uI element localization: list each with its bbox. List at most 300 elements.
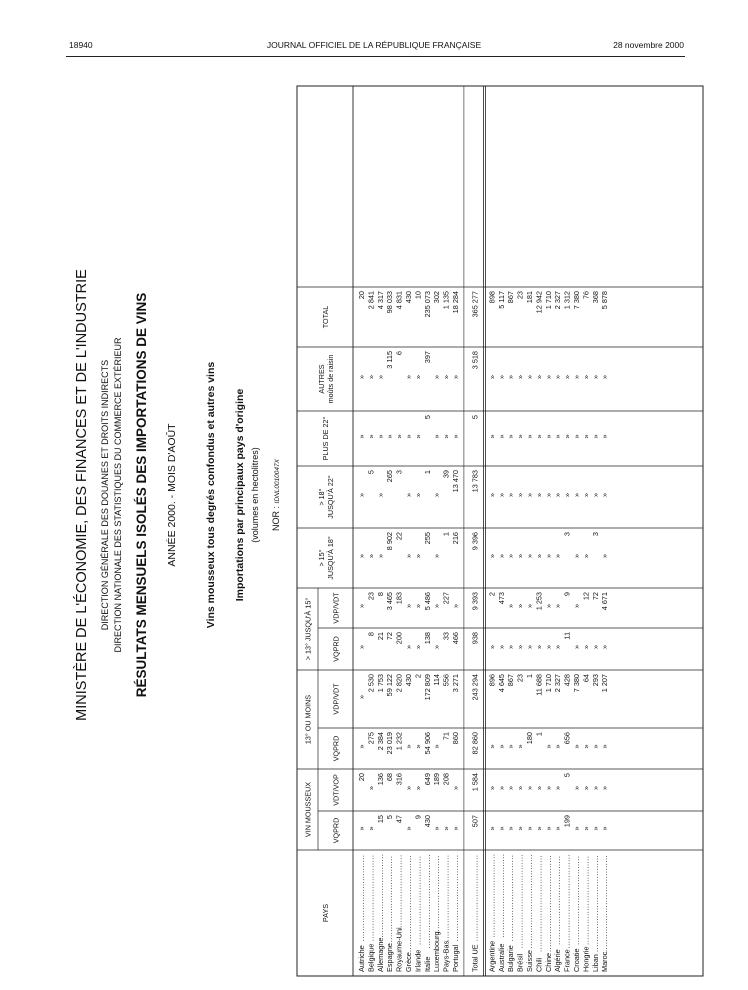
table-cell: 9 393 [470,592,480,611]
direction-national: DIRECTION NATIONALE DES STATISTIQUES DU COMMERCE EXTÉRIEUR [113,337,123,653]
table-cell: » [600,553,610,559]
table-cell: 2 [413,674,423,679]
table-cell: » [496,434,506,439]
table-cell: 6 [394,351,404,356]
country-name: Chili [534,957,544,972]
table-cell: » [553,644,563,650]
table-cell: 5 486 [422,592,432,611]
table-cell: » [534,644,544,650]
ministry-heading: MINISTÈRE DE L'ÉCONOMIE, DES FINANCES ET DE L'INDUSTRIE [74,269,90,721]
table-cell: » [451,826,460,831]
dot-leader: .............................. [432,855,442,934]
column-group-header: > 13° JUSQU'À 15° [303,597,313,661]
table-cell: 82 860 [470,732,480,755]
column-group-header: VIN MOUSSEUX [303,781,313,838]
table-cell: » [357,374,366,380]
country-name: Allemagne [375,937,385,972]
column-header-line2: JUSQU'À 18° [326,536,335,580]
table-cell: » [432,434,442,439]
table-cell: » [404,553,413,559]
table-cell: » [496,785,506,791]
dot-leader: ..................................... [404,854,413,952]
table-cell: » [553,434,563,439]
table-cell: 507 [470,815,480,828]
table-cell: 867 [506,674,516,687]
table-cell: » [572,603,581,609]
table-cell: 7 380 [572,674,581,693]
table-cell: 5 878 [600,291,610,310]
table-cell: 5 117 [496,291,506,309]
table-cell: » [543,374,553,380]
table-cell: » [515,744,525,749]
table-cell: » [432,374,442,380]
table-cell: 2 327 [553,674,563,693]
table-cell: » [525,374,534,380]
table-cell: » [534,785,544,791]
dot-leader: ................................. [357,854,366,942]
table-cell: » [543,434,553,439]
table-cell: » [496,744,506,749]
table-cell: 114 [432,674,442,686]
column-header: TOTAL [321,305,330,329]
table-cell: » [543,744,553,749]
table-cell: 473 [496,592,506,605]
table-cell: » [572,644,581,650]
table-cell: 208 [441,773,451,786]
table-cell: » [581,492,591,498]
table-cell: » [562,434,572,439]
table-cell: » [506,785,516,791]
table-cell: » [357,744,366,749]
table-cell: » [487,374,497,380]
dot-leader: ..................................... [543,854,553,952]
table-cell: » [404,492,413,498]
table-cell: » [404,434,413,439]
country-name: Irlande [413,949,423,972]
table-cell: 316 [394,773,404,786]
table-cell: » [600,374,610,380]
table-cell: » [357,644,366,650]
table-cell: » [590,644,600,650]
table-cell: » [543,826,553,831]
table-cell: » [432,826,442,831]
table-frame [297,86,703,976]
table-cell: » [366,826,376,831]
table-cell: 3 [394,470,404,475]
table-cell: 3 518 [470,351,480,370]
table-cell: » [600,434,610,439]
table-cell: 430 [404,674,413,687]
table-cell: » [506,644,516,650]
table-cell: » [525,785,534,791]
import-table [297,86,703,976]
table-cell: » [553,744,563,749]
table-cell: » [441,374,451,380]
table-cell: 466 [451,632,460,645]
table-cell: 172 809 [422,674,432,701]
table-cell: » [357,694,366,700]
country-name: Hongrie [581,946,591,972]
table-cell: 64 [581,674,591,683]
table-cell: » [581,553,591,559]
table-cell: » [581,744,591,749]
table-cell: » [357,553,366,559]
table-cell: 72 [590,592,600,601]
table-cell: 293 [590,674,600,687]
country-name: Algérie [553,949,563,972]
table-cell: 255 [422,532,432,545]
column-sub-header: VQPRD [331,735,341,762]
table-cell: » [553,553,563,559]
table-cell: » [562,492,572,498]
table-cell: » [404,785,413,791]
dot-leader: ................................. [506,854,516,942]
table-cell: 2 384 [375,732,385,751]
table-cell: » [534,374,544,380]
table-cell: 1 312 [562,291,572,310]
table-cell: » [357,434,366,439]
column-header-line1: AUTRES [317,364,326,394]
units-note: (volumes en hectolitres) [250,447,260,543]
table-cell: 1 253 [534,592,544,611]
table-cell: » [525,434,534,439]
table-cell: 13 783 [470,470,480,493]
table-cell: » [357,603,366,609]
table-cell: 33 [441,632,451,641]
column-header-line2: JUSQU'À 22° [326,475,335,519]
table-cell: » [562,374,572,380]
table-cell: 12 942 [534,291,544,314]
nor-code: IDNL0010047X [274,459,281,504]
table-cell: » [534,826,544,831]
table-cell: 76 [581,291,591,300]
table-cell: 5 [366,470,376,475]
table-cell: » [357,492,366,498]
table-cell: » [525,492,534,498]
table-cell: 8 [366,632,376,637]
table-cell: » [404,826,413,831]
table-cell: 13 470 [451,470,460,493]
table-cell: 4 831 [394,291,404,310]
table-cell: 183 [394,592,404,605]
table-cell: » [357,826,366,831]
column-sub-header: VQPRD [331,817,341,844]
table-cell: » [375,553,385,559]
dot-leader: .................................. [413,855,423,945]
table-cell: 556 [441,674,451,687]
table-cell: 3 [562,532,572,537]
country-name: Maroc [600,951,610,972]
table-cell: 23 [515,291,525,300]
column-header-line1: > 15° [317,549,326,567]
table-cell: » [413,374,423,380]
dot-leader: ..................................... [600,854,610,952]
table-cell: » [515,434,525,439]
table-cell: » [553,492,563,498]
table-cell: » [590,374,600,380]
table-cell: 368 [590,291,600,304]
table-cell: 23 [366,592,376,601]
table-cell: » [572,374,581,380]
country-name: Royaume-Uni [394,927,404,972]
column-group-header: 13° OU MOINS [303,694,313,745]
table-cell: 3 271 [451,674,460,693]
column-sub-header: VDT/VOP [331,774,341,806]
table-cell: » [590,434,600,439]
table-cell: 1 710 [543,674,553,693]
table-cell: » [496,374,506,380]
table-cell: » [534,553,544,559]
table-cell: » [600,644,610,650]
table-cell: 867 [506,291,516,304]
table-cell: 20 [357,773,366,782]
country-name: Chine [543,952,553,972]
dot-leader: .................................. [581,855,591,945]
table-cell: 9 396 [470,532,480,551]
table-cell: » [534,492,544,498]
country-name: Bulgarie [506,945,516,972]
dot-leader: ................................. [441,854,451,942]
table-cell: » [451,785,460,791]
table-cell: » [366,553,376,559]
dot-leader: ..................................... [590,854,600,952]
table-cell: » [413,492,423,498]
table-cell: 199 [562,815,572,828]
table-cell: 656 [562,732,572,745]
table-cell: 243 294 [470,674,480,701]
table-cell: » [441,434,451,439]
dot-leader: .................................... [562,853,572,949]
section-title: Vins mousseux tous degrés confondus et autres vins [205,361,217,629]
table-cell: » [572,492,581,498]
table-cell: » [404,374,413,380]
table-cell: 8 902 [385,532,395,551]
table-cell: 71 [441,732,451,741]
table-cell: 21 [375,632,385,641]
table-cell: » [515,492,525,498]
table-cell: 10 [413,291,423,300]
table-cell: 3 115 [385,351,395,369]
table-cell: » [413,644,423,650]
dot-leader: ..................................... [534,854,544,952]
table-cell: » [496,644,506,650]
table-cell: » [600,826,610,831]
table-cell: 23 019 [385,732,395,755]
table-cell: » [581,434,591,439]
table-cell: 22 [394,532,404,541]
table-cell: » [487,553,497,559]
table-cell: 5 [422,415,432,420]
table-cell: 11 688 [534,674,544,696]
issue-date: 28 novembre 2000 [613,40,684,50]
table-cell: 2 530 [366,674,376,693]
table-cell: » [590,826,600,831]
table-cell: » [543,785,553,791]
table-cell: 12 [581,592,591,601]
table-cell: 1 [525,674,534,679]
table-cell: » [553,374,563,380]
table-cell: 11 [562,632,572,640]
column-sub-header: VDP/VDT [331,592,341,624]
dot-leader: .................................. [572,855,581,945]
table-cell: » [515,826,525,831]
column-sub-header: VDP/VDT [331,683,341,715]
table-cell: » [506,374,516,380]
direction-general: DIRECTION GÉNÉRALE DES DOUANES ET DROITS INDIRECTS [100,359,110,631]
table-cell: 265 [385,470,395,483]
table-cell: » [572,553,581,559]
table-cell: » [487,744,497,749]
table-cell: 7 380 [572,291,581,310]
table-subtitle: Importations par principaux pays d'origine [234,388,246,602]
period: ANNÉE 2000. - MOIS D'AOÛT [166,423,178,567]
table-cell: » [506,492,516,498]
table-cell: 180 [525,732,534,745]
dot-leader: .................................... [422,853,432,949]
column-header-pays: PAYS [321,903,330,923]
table-cell: » [404,603,413,609]
table-cell: » [525,826,534,831]
table-cell: 54 906 [422,732,432,755]
table-cell: 23 [515,674,525,683]
table-cell: 4 317 [375,291,385,310]
table-cell: » [590,744,600,749]
table-cell: 898 [487,291,497,304]
country-name: Espagne [385,943,395,972]
table-cell: » [496,553,506,559]
table-cell: 138 [422,632,432,645]
country-name: Brésil [515,953,525,972]
country-name: Australie [496,943,506,972]
table-cell: 1 207 [600,674,610,693]
table-cell: 39 [441,470,451,479]
table-cell: » [451,603,460,609]
table-cell: 649 [422,773,432,786]
table-cell: » [385,434,395,439]
table-cell: » [487,785,497,791]
table-cell: 896 [487,674,497,687]
table-cell: » [432,492,442,498]
table-cell: 47 [394,815,404,824]
table-cell: » [515,644,525,650]
table-cell: 275 [366,732,376,745]
table-cell: » [413,553,423,559]
table-cell: 9 [413,815,423,820]
country-name: Suisse [525,950,534,972]
table-cell: » [366,374,376,380]
table-cell: » [432,553,442,559]
table-cell: 98 033 [385,291,395,314]
table-cell: » [506,434,516,439]
table-cell: » [543,644,553,650]
table-cell: 9 [562,592,572,597]
table-cell: » [553,785,563,791]
table-cell: 938 [470,632,480,645]
table-cell: 1 135 [441,291,451,310]
table-cell: » [600,785,610,791]
table-cell: » [600,492,610,498]
country-name: Total UE [470,944,480,972]
column-sub-header: VQPRD [331,636,341,662]
table-cell: » [506,744,516,749]
table-cell: » [375,374,385,380]
table-cell: » [375,434,385,439]
table-cell: » [432,744,442,749]
table-cell: 15 [375,815,385,824]
country-name: Grèce [404,952,413,972]
table-cell: 59 122 [385,674,395,697]
dot-leader: ................................ [375,853,385,938]
country-name: Belgique [366,943,376,972]
table-cell: » [404,644,413,650]
table-cell: » [572,744,581,749]
page-number: 18940 [69,40,93,50]
table-cell: » [590,785,600,791]
dot-leader: ................................. [366,854,376,942]
country-name: Autriche [357,945,366,972]
table-cell: 4 645 [496,674,506,693]
table-cell: » [487,826,497,831]
table-cell: » [487,434,497,439]
table-cell: » [394,434,404,439]
table-cell: » [432,644,442,650]
journal-title: JOURNAL OFFICIEL DE LA RÉPUBLIQUE FRANÇAISE [266,40,482,50]
table-cell: 4 671 [600,592,610,611]
table-cell: 5 [385,815,395,820]
table-cell: » [600,744,610,749]
table-cell: » [441,826,451,831]
dot-leader: .................................. [385,855,395,945]
table-cell: » [534,434,544,439]
table-cell: » [572,785,581,791]
nor-label: NOR : [271,503,281,531]
table-cell: 136 [375,773,385,786]
nor-reference [271,458,281,531]
country-name: France [562,949,572,972]
table-cell: » [496,492,506,498]
table-cell: 72 [385,632,395,641]
table-cell: » [375,492,385,498]
table-cell: 18 284 [451,291,460,314]
country-name: Pays-Bas [441,940,451,972]
main-title: RÉSULTATS MENSUELS ISOLÉS DES IMPORTATIONS DE VINS [134,292,149,698]
table-cell: 1 [534,732,544,737]
country-name: Italie [422,956,432,972]
table-cell: 1 584 [470,773,480,792]
table-cell: » [413,785,423,791]
table-cell: » [525,644,534,650]
dot-leader: ................................. [470,854,480,942]
table-cell: » [451,434,460,439]
table-cell: 430 [404,291,413,304]
dot-leader: .................................... [515,853,525,949]
table-cell: 2 820 [394,674,404,693]
table-cell: » [515,374,525,380]
table-cell: 20 [357,291,366,300]
table-cell: » [590,492,600,498]
table-cell: » [525,603,534,609]
heading-block [73,269,281,721]
table-cell: 860 [451,732,460,745]
table-cell: » [543,603,553,609]
table-cell: » [506,553,516,559]
table-cell: 189 [432,773,442,786]
table-cell: » [572,826,581,831]
table-cell: 8 [375,592,385,597]
table-cell: » [515,553,525,559]
table-cell: » [413,434,423,439]
table-cell: 3 465 [385,592,395,611]
